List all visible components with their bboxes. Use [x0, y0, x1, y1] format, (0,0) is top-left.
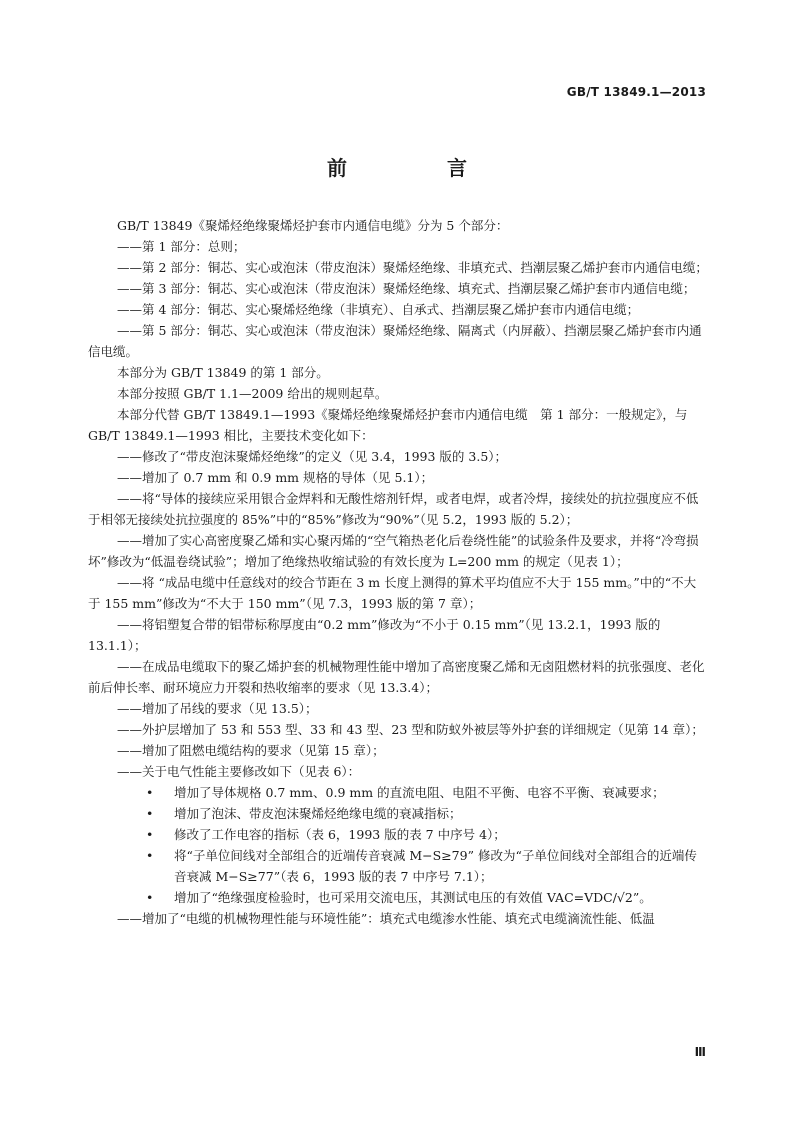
paragraph-part-statement: 本部分为 GB/T 13849 的第 1 部分。	[117, 365, 329, 380]
document-id: GB/T 13849.1—2013	[566, 85, 706, 99]
list-item	[146, 824, 708, 845]
page-title: 前 言	[327, 156, 507, 180]
electrical-changes-list	[88, 782, 708, 908]
change-item-1: ——修改了“带皮泡沫聚烯烃绝缘”的定义（见 3.4，1993 版的 3.5）；	[117, 449, 508, 464]
document-body	[88, 215, 708, 929]
bullet-text: 增加了“绝缘强度检验时，也可采用交流电压，其测试电压的有效值 VAC=VDC/√2”。	[174, 890, 652, 905]
bullet-icon: •	[146, 827, 154, 842]
change-item-9: ——外护层增加了 53 和 553 型、33 和 43 型、23 型和防蚁外被层等外护套的详细规定（见第 14 章）；	[117, 722, 704, 737]
bullet-text: 增加了泡沫、带皮泡沫聚烯烃绝缘电缆的衰减指标；	[174, 806, 462, 821]
part-item-5: ——第 5 部分：铜芯、实心或泡沫（带皮泡沫）聚烯烃绝缘、隔离式（内屏蔽）、挡潮层聚乙烯护套市内通信电缆。	[88, 323, 702, 359]
change-item-8: ——增加了吊线的要求（见 13.5）；	[117, 701, 318, 716]
change-item-2: ——增加了 0.7 mm 和 0.9 mm 规格的导体（见 5.1）；	[117, 470, 434, 485]
bullet-text: 将“子单位间线对全部组合的近端传音衰减 M−S≥79” 修改为“子单位间线对全部组合的近端传音衰减 M−S≥77”（表 6，1993 版的表 7 中序号 7.1）；	[174, 848, 697, 884]
bullet-icon: •	[146, 848, 154, 863]
change-item-7: ——在成品电缆取下的聚乙烯护套的机械物理性能中增加了高密度聚乙烯和无卤阻燃材料的抗张强度、老化前后伸长率、耐环境应力开裂和热收缩率的要求（见 13.3.4）；	[88, 659, 705, 695]
bullet-icon: •	[146, 806, 154, 821]
part-item-4: ——第 4 部分：铜芯、实心聚烯烃绝缘（非填充）、自承式、挡潮层聚乙烯护套市内通信电缆；	[117, 302, 640, 317]
paragraph-intro: GB/T 13849《聚烯烃绝缘聚烯烃护套市内通信电缆》分为 5 个部分：	[117, 218, 509, 233]
change-item-5: ——将 “成品电缆中任意线对的绞合节距在 3 m 长度上测得的算术平均值应不大于 155 mm。”中的“不大于 155 mm”修改为“不大于 150 mm”（见 7.3，1993 版的第 7 章）；	[88, 575, 697, 611]
list-item	[146, 803, 708, 824]
paragraph-drafting-rule: 本部分按照 GB/T 1.1—2009 给出的规则起草。	[117, 386, 388, 401]
list-item	[146, 782, 708, 803]
change-item-6: ——将铝塑复合带的铝带标称厚度由“0.2 mm”修改为“不小于 0.15 mm”（见 13.2.1，1993 版的 13.1.1）；	[88, 617, 661, 653]
list-item	[146, 845, 708, 887]
bullet-text: 增加了导体规格 0.7 mm、0.9 mm 的直流电阻、电阻不平衡、电容不平衡、衰减要求；	[174, 785, 665, 800]
part-item-2: ——第 2 部分：铜芯、实心或泡沫（带皮泡沫）聚烯烃绝缘、非填充式、挡潮层聚乙烯护套市内通信电缆；	[117, 260, 708, 275]
change-item-4: ——增加了实心高密度聚乙烯和实心聚丙烯的“空气箱热老化后卷绕性能”的试验条件及要求，并将“冷弯损坏”修改为“低温卷绕试验”；增加了绝缘热收缩试验的有效长度为 L=200 mm 的规定（见表 1）；	[88, 533, 699, 569]
paragraph-replacement: 本部分代替 GB/T 13849.1—1993《聚烯烃绝缘聚烯烃护套市内通信电缆 第 1 部分：一般规定》，与 GB/T 13849.1—1993 相比，主要技术变化如下：	[88, 407, 688, 443]
part-item-3: ——第 3 部分：铜芯、实心或泡沫（带皮泡沫）聚烯烃绝缘、填充式、挡潮层聚乙烯护套市内通信电缆；	[117, 281, 696, 296]
change-item-11: ——关于电气性能主要修改如下（见表 6）：	[117, 764, 361, 779]
bullet-icon: •	[146, 890, 154, 905]
bullet-text: 修改了工作电容的指标（表 6，1993 版的表 7 中序号 4）；	[174, 827, 506, 842]
change-item-12: ——增加了“电缆的机械物理性能与环境性能”：填充式电缆渗水性能、填充式电缆滴流性能、低温	[117, 911, 655, 926]
change-item-3: ——将“导体的接续应采用银合金焊料和无酸性熔剂钎焊，或者电焊，或者冷焊，接续处的抗拉强度应不低于相邻无接续处抗拉强度的 85%”中的“85%”修改为“90%”（见 5.2，1993 版的 5.2）；	[88, 491, 699, 527]
list-item	[146, 887, 708, 908]
change-item-10: ——增加了阻燃电缆结构的要求（见第 15 章）；	[117, 743, 385, 758]
page-number: Ⅲ	[694, 1045, 706, 1059]
part-item-1: ——第 1 部分：总则；	[117, 239, 246, 254]
bullet-icon: •	[146, 785, 154, 800]
